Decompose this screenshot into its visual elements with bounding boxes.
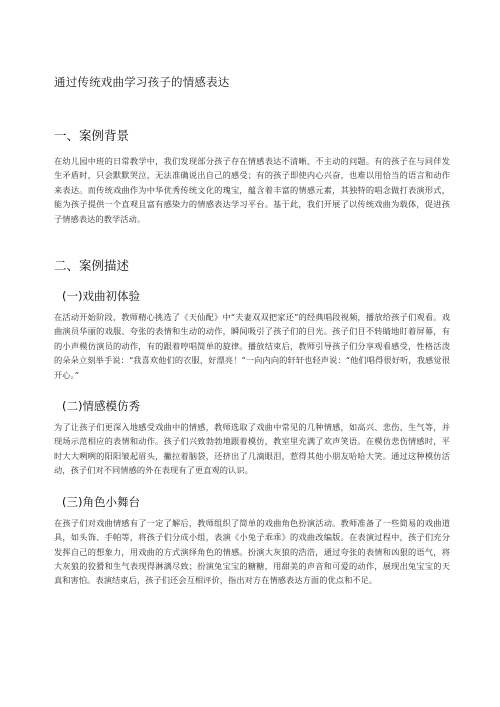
document-title: 通过传统戏曲学习孩子的情感表达 [54, 75, 230, 89]
subsection-paragraph-2: 为了让孩子们更深入地感受戏曲中的情感，教师选取了戏曲中常见的几种情感，如高兴、悲伤、生气等，并现场示范相应的表情和动作。孩子们兴致勃勃地跟着模仿，教室里充满了欢声笑语。在模仿悲伤情感时，平时大大咧咧的阳阳皱起眉头，撇拉着脑袋，还挤出了几滴眼泪，惹得其他小朋友哈哈大笑。通过这种模仿活动，孩子们对不同情感的外在表现有了更直观的认识。 [54, 422, 450, 476]
subsection-paragraph-1: 在活动开始阶段，教师精心挑选了《天仙配》中“夫妻双双把家还”的经典唱段视频，播放给孩子们观看。戏曲演员华丽的戏服、夸张的表情和生动的动作，瞬间吸引了孩子们的目光。孩子们目不转睛地盯着屏幕，有的小声模仿演员的动作，有的跟着哼唱简单的旋律。播放结束后，教师引导孩子们分享观看感受，性格活泼的朵朵立刻举手说：“我喜欢他们的衣服，好漂亮！”一向内向的轩轩也轻声说：“他们唱得很好听，我感觉很开心。” [54, 312, 450, 380]
spacer [54, 478, 450, 494]
section-heading-background: 一、案例背景 [54, 128, 130, 143]
section-heading-description: 二、案例描述 [54, 258, 130, 274]
spacer [54, 382, 450, 398]
subsection-heading-3: (三)角色小舞台 [62, 494, 140, 509]
subsection-paragraph-3: 在孩子们对戏曲情感有了一定了解后，教师组织了简单的戏曲角色扮演活动。教师准备了一些简易的戏曲道具，如头饰、手帕等，将孩子们分成小组，表演《小兔子乖乖》的戏曲改编版。在表演过程中，孩子们充分发挥自己的想象力，用戏曲的方式演绎角色的情感。扮演大灰狼的浩浩，通过夸张的表情和凶狠的语气，将大灰狼的狡猾和生气表现得淋漓尽致；扮演兔宝宝的糖糖，用甜美的声音和可爱的动作，展现出兔宝宝的天真和害怕。表演结束后，孩子们还会互相评价，指出对方在情感表达方面的优点和不足。 [54, 517, 450, 586]
spacer [54, 226, 450, 256]
section-paragraph-background: 在幼儿园中班的日常教学中，我们发现部分孩子存在情感表达不清晰、不主动的问题。有的孩子在与同伴发生矛盾时，只会默默哭泣，无法准确说出自己的感受；有的孩子即使内心兴奋，也难以用恰当的语言和动作来表达。而传统戏曲作为中华优秀传统文化的瑰宝，蕴含着丰富的情感元素，其独特的唱念做打表演形式，能为孩子提供一个直观且富有感染力的情感表达学习平台。基于此，我们开展了以传统戏曲为载体，促进孩子情感表达的教学活动。 [54, 156, 450, 224]
subsection-heading-1: (一)戏曲初体验 [62, 289, 140, 304]
subsection-heading-2: (二)情感模仿秀 [62, 399, 140, 414]
